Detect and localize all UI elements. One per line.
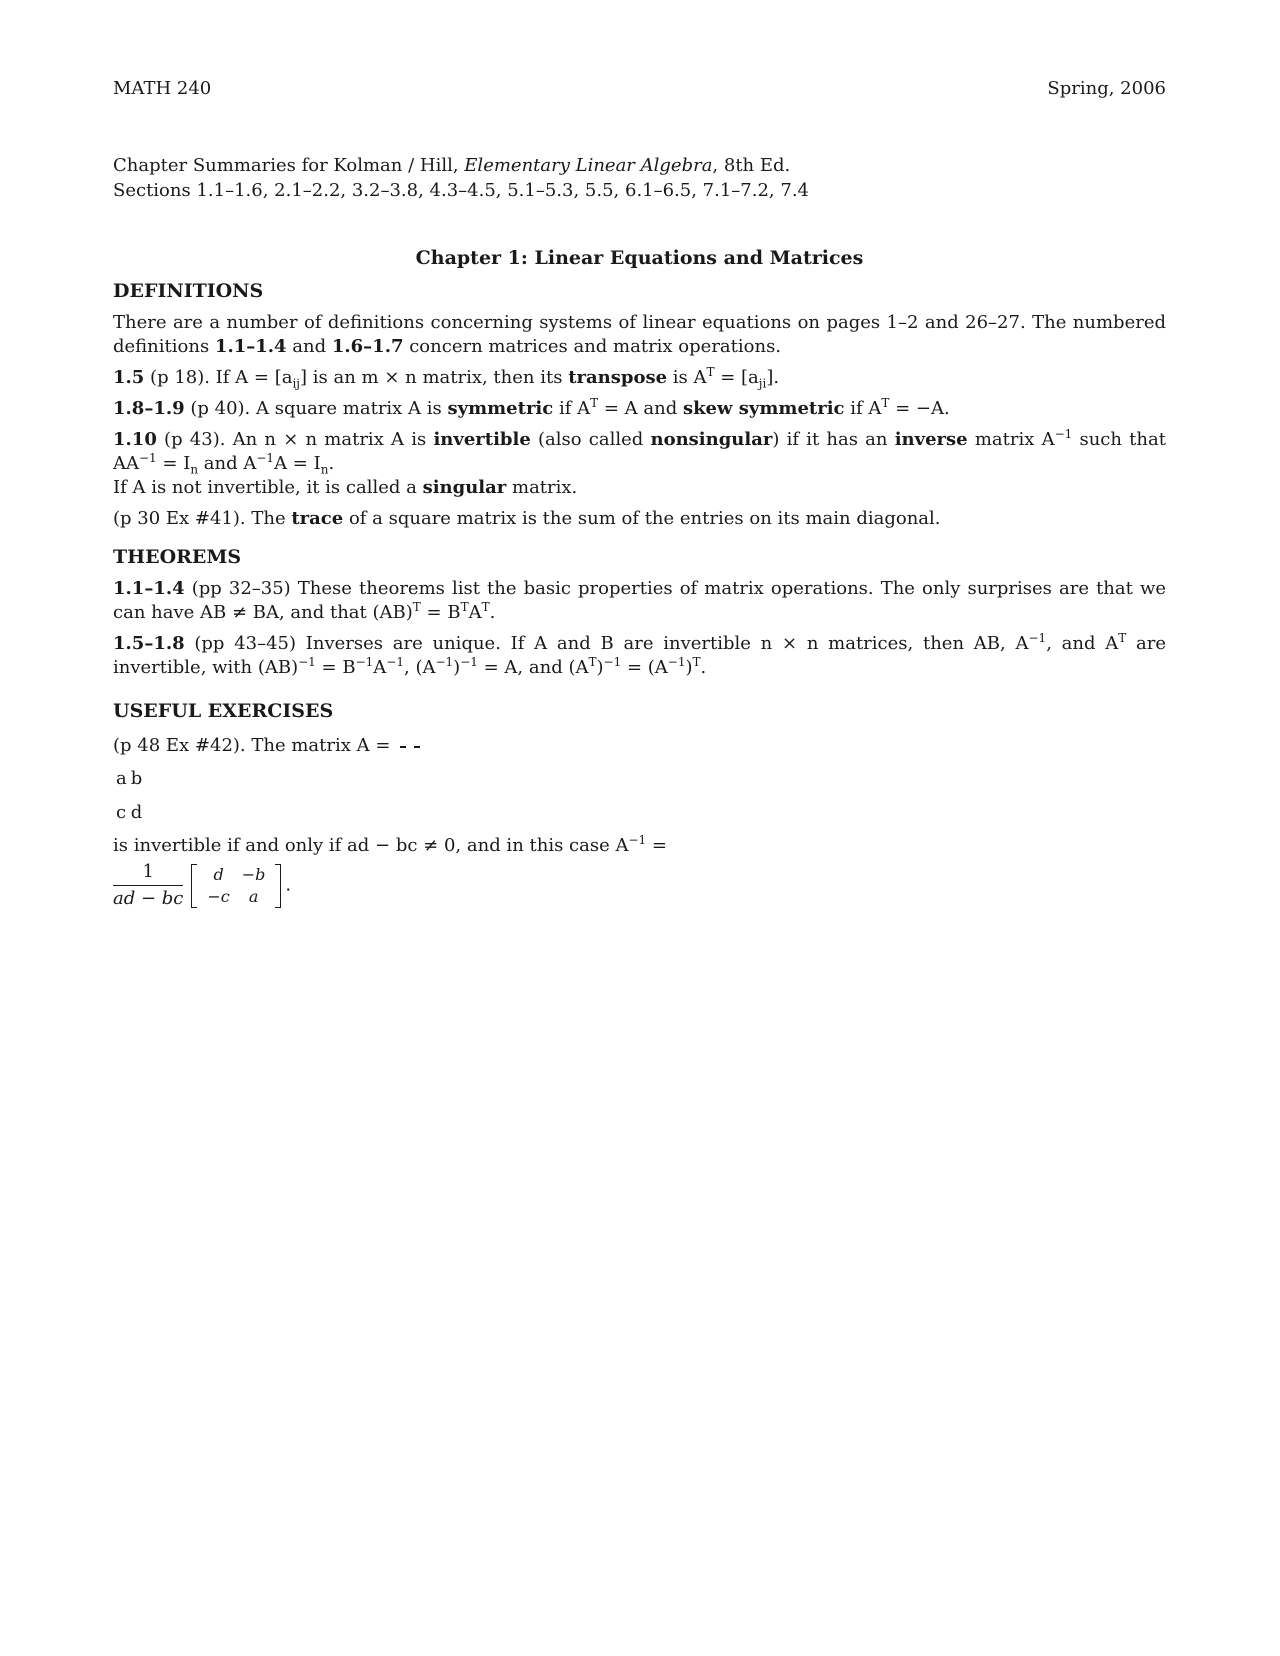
course-code: MATH 240 xyxy=(113,78,212,99)
theorem-1-5-1-8: 1.5–1.8 (pp 43–45) Inverses are unique. If A and B are invertible n × n matrices, then AB, $A^{-1}$, and $A^T$ are invertible, with $(AB)^{-1} = B^{-1}A^{-1}$, $(A^{-1})^{-1} = A$, and $(A^T)^{-1} = (A^{-1})^T$. xyxy=(113,631,1166,678)
theorems-heading: THEOREMS xyxy=(113,546,242,568)
definitions-section xyxy=(113,311,1166,531)
definitions-intro: There are a number of definitions concerning systems of linear equations on pages 1–2 and 26–27. The numbered definitions 1.1–1.4 and 1.6–1.7 concern matrices and matrix operations. xyxy=(113,312,1166,357)
definition-1-5: 1.5 (p 18). If $A = [a_{ij}]$ is an m × n matrix, then its transpose is $A^T = [a_{ji}]$. xyxy=(113,365,780,391)
chapter-title: Chapter 1: Linear Equations and Matrices xyxy=(415,247,864,269)
intro-line-2: Sections 1.1–1.6, 2.1–2.2, 3.2–3.8, 4.3–4.5, 5.1–5.3, 5.5, 6.1–6.5, 7.1–7.2, 7.4 xyxy=(113,180,810,201)
definition-1-8-1-9: 1.8–1.9 (p 40). A square matrix A is symmetric if $A^T = A$ and skew symmetric if $A^T = -A$. xyxy=(113,396,950,419)
page-header xyxy=(113,78,1166,102)
exercise-42: (p 48 Ex #42). The matrix A = xyxy=(113,735,397,756)
trace-definition: (p 30 Ex #41). The trace of a square matrix is the sum of the entries on its main diagonal. xyxy=(113,508,941,529)
definition-1-10: 1.10 (p 43). An n × n matrix A is invertible (also called nonsingular) if it has an inverse matrix $A^{-1}$ such that $AA^{-1} = I_n$ and $A^{-1}A = I_n$. xyxy=(113,427,1166,477)
inverse-fraction: $\frac{1}{ad - bc}$ xyxy=(113,861,184,909)
book-title: Elementary Linear Algebra xyxy=(464,155,713,176)
theorem-1-1-1-4: 1.1–1.4 (pp 32–35) These theorems list the basic properties of matrix operations. The only surprises are that we can have AB ≠ BA, and that $(AB)^T = B^TA^T$. xyxy=(113,578,1166,623)
definitions-heading: DEFINITIONS xyxy=(113,280,264,302)
exercises-heading: USEFUL EXERCISES xyxy=(113,700,334,722)
intro xyxy=(113,153,1166,203)
singular-definition: If A is not invertible, it is called a singular matrix. xyxy=(113,477,578,498)
matrix-adjugate: d −b −c a xyxy=(191,864,281,908)
intro-line-1: Chapter Summaries for Kolman / Hill, Elementary Linear Algebra, 8th Ed. xyxy=(113,155,791,176)
term: Spring, 2006 xyxy=(1047,78,1166,99)
exercises-section: (p 48 Ex #42). The matrix A = a b c d is invertible if and only if ad − bc ≠ 0, and in this case $A^{-1}$ = $\frac{1}{ad - bc}$ d −b −c a . xyxy=(113,731,1166,928)
theorems-section xyxy=(113,577,1166,680)
